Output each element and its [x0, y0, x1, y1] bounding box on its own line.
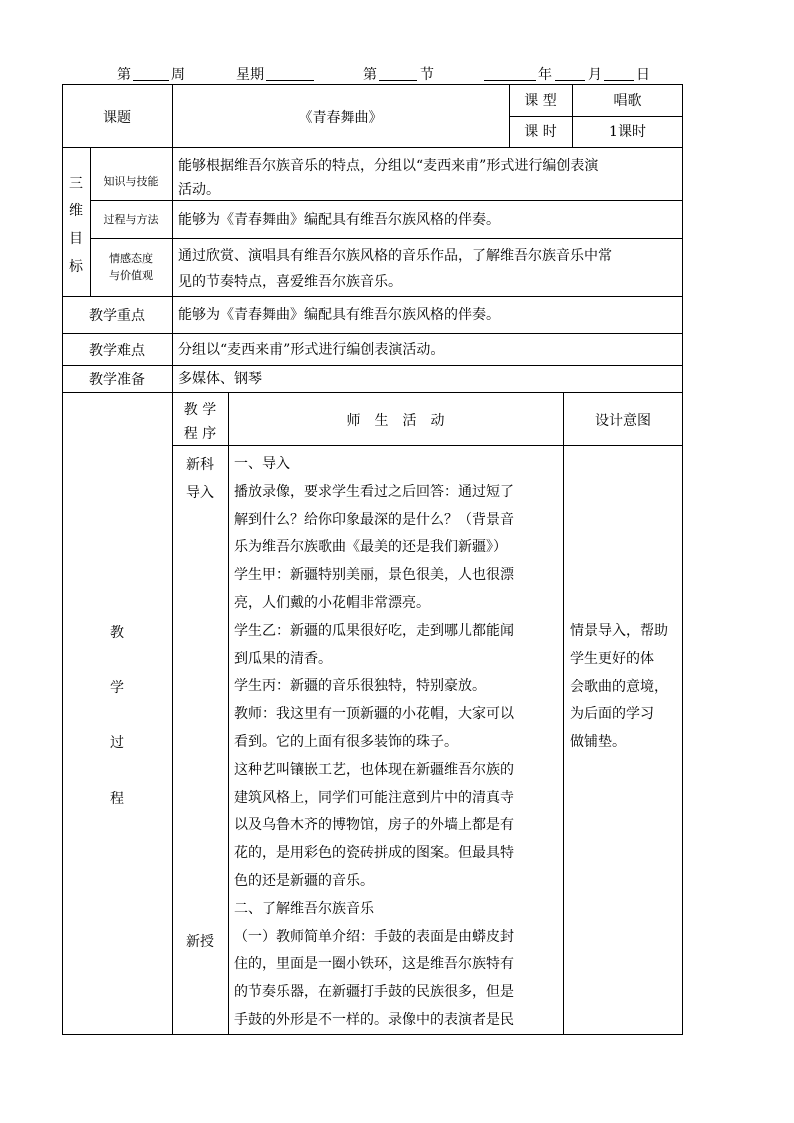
topic-value: 《青春舞曲》	[298, 110, 383, 126]
activity-line: 二、了解维吾尔族音乐	[234, 900, 374, 917]
type-value: 唱歌	[613, 93, 642, 109]
process-side-char: 程	[110, 791, 124, 807]
activity-line: 花的，是用彩色的瓷砖拼成的图案。但最具特	[234, 845, 514, 862]
activity-line: 亮，人们戴的小花帽非常漂亮。	[234, 594, 430, 611]
col-procedure-line: 程 序	[183, 426, 217, 442]
hours-label: 课 时	[524, 124, 557, 140]
activity-line: 解到什么？给你印象最深的是什么？（背景音	[234, 511, 514, 528]
weekday-label: 星期	[236, 67, 264, 83]
process-label: 过程与方法	[103, 213, 159, 226]
step1-label-line: 导入	[186, 485, 214, 501]
emotion-text-line: 见的节奏特点，喜爱维吾尔族音乐。	[178, 274, 402, 290]
step1-label-line: 新科	[186, 457, 214, 473]
emotion-label-line: 情感态度	[109, 252, 153, 265]
activity-line: （一）教师简单介绍：手鼓的表面是由蟒皮封	[234, 928, 514, 945]
activity-line: 一、导入	[234, 456, 290, 472]
activity-line: 学生乙：新疆的瓜果很好吃，走到哪儿都能闻	[234, 622, 514, 639]
intent-line: 学生更好的体	[570, 650, 654, 667]
emotion-text-line: 通过欣赏、演唱具有维吾尔族风格的音乐作品，了解维吾尔族音乐中常	[178, 248, 612, 264]
emotion-label-line: 与价值观	[109, 269, 153, 282]
difficulty-text: 分组以“麦西来甫”形式进行编创表演活动。	[178, 342, 445, 358]
day-label: 日	[636, 67, 650, 83]
process-side-char: 学	[110, 680, 124, 696]
focus-label: 教学重点	[89, 308, 145, 324]
knowledge-text-line: 能够根据维吾尔族音乐的特点，分组以“麦西来甫”形式进行编创表演	[178, 158, 599, 174]
objectives-char: 标	[69, 259, 83, 275]
objectives-char: 维	[69, 203, 83, 219]
knowledge-label: 知识与技能	[103, 175, 159, 188]
intent-line: 做铺垫。	[570, 734, 626, 751]
hours-value: 1课时	[609, 124, 646, 140]
intent-line: 会歌曲的意境，	[570, 678, 668, 695]
difficulty-label: 教学难点	[89, 343, 145, 359]
activity-line: 建筑风格上，同学们可能注意到片中的清真寺	[234, 789, 514, 806]
activity-line: 教师：我这里有一顶新疆的小花帽，大家可以	[234, 706, 514, 723]
knowledge-text-line: 活动。	[178, 182, 220, 198]
intent-text	[570, 618, 682, 757]
intent-line: 为后面的学习	[570, 706, 654, 723]
activity-line: 以及乌鲁木齐的博物馆，房子的外墙上都是有	[234, 817, 514, 834]
objectives-char: 目	[69, 231, 83, 247]
month-label: 月	[588, 67, 602, 83]
process-side-char: 教	[110, 625, 124, 641]
type-label: 课 型	[524, 93, 557, 109]
objectives-char: 三	[69, 176, 83, 192]
activity-line: 播放录像，要求学生看过之后回答：通过短了	[234, 483, 514, 500]
activity-line: 的节奏乐器，在新疆打手鼓的民族很多，但是	[234, 984, 514, 1001]
prep-label: 教学准备	[89, 372, 145, 388]
col-intent: 设计意图	[595, 413, 651, 429]
activity-line: 看到。它的上面有很多装饰的珠子。	[234, 733, 458, 750]
activity-line: 学生丙：新疆的音乐很独特，特别豪放。	[234, 678, 486, 695]
year-label: 年	[538, 67, 552, 83]
activity-line: 到瓜果的清香。	[234, 650, 332, 667]
period-suffix: 节	[420, 67, 434, 83]
step2-label: 新授	[186, 934, 214, 950]
col-activity: 师 生 活 动	[346, 413, 445, 429]
activity-line: 学生甲：新疆特别美丽，景色很美，人也很漂	[234, 567, 514, 584]
week-prefix: 第	[117, 67, 131, 83]
activity-line: 住的，里面是一圈小铁环，这是维吾尔族特有	[234, 956, 514, 973]
prep-text: 多媒体、钢琴	[178, 371, 262, 387]
period-prefix: 第	[363, 67, 377, 83]
activity-line: 乐为维吾尔族歌曲《最美的还是我们新疆》）	[234, 539, 507, 556]
activity-line: 色的还是新疆的音乐。	[234, 872, 374, 889]
activity-text	[234, 451, 562, 1035]
activity-line: 这种艺叫镶嵌工艺，也体现在新疆维吾尔族的	[234, 761, 514, 778]
topic-label: 课题	[103, 110, 131, 126]
intent-line: 情景导入，帮助	[570, 623, 668, 639]
activity-line: 手鼓的外形是不一样的。录像中的表演者是民	[234, 1011, 514, 1028]
week-suffix: 周	[171, 67, 185, 83]
focus-text: 能够为《青春舞曲》编配具有维吾尔族风格的伴奏。	[178, 307, 500, 323]
process-text: 能够为《青春舞曲》编配具有维吾尔族风格的伴奏。	[178, 212, 500, 228]
process-side-char: 过	[110, 735, 124, 751]
col-procedure-line: 教 学	[183, 402, 217, 418]
